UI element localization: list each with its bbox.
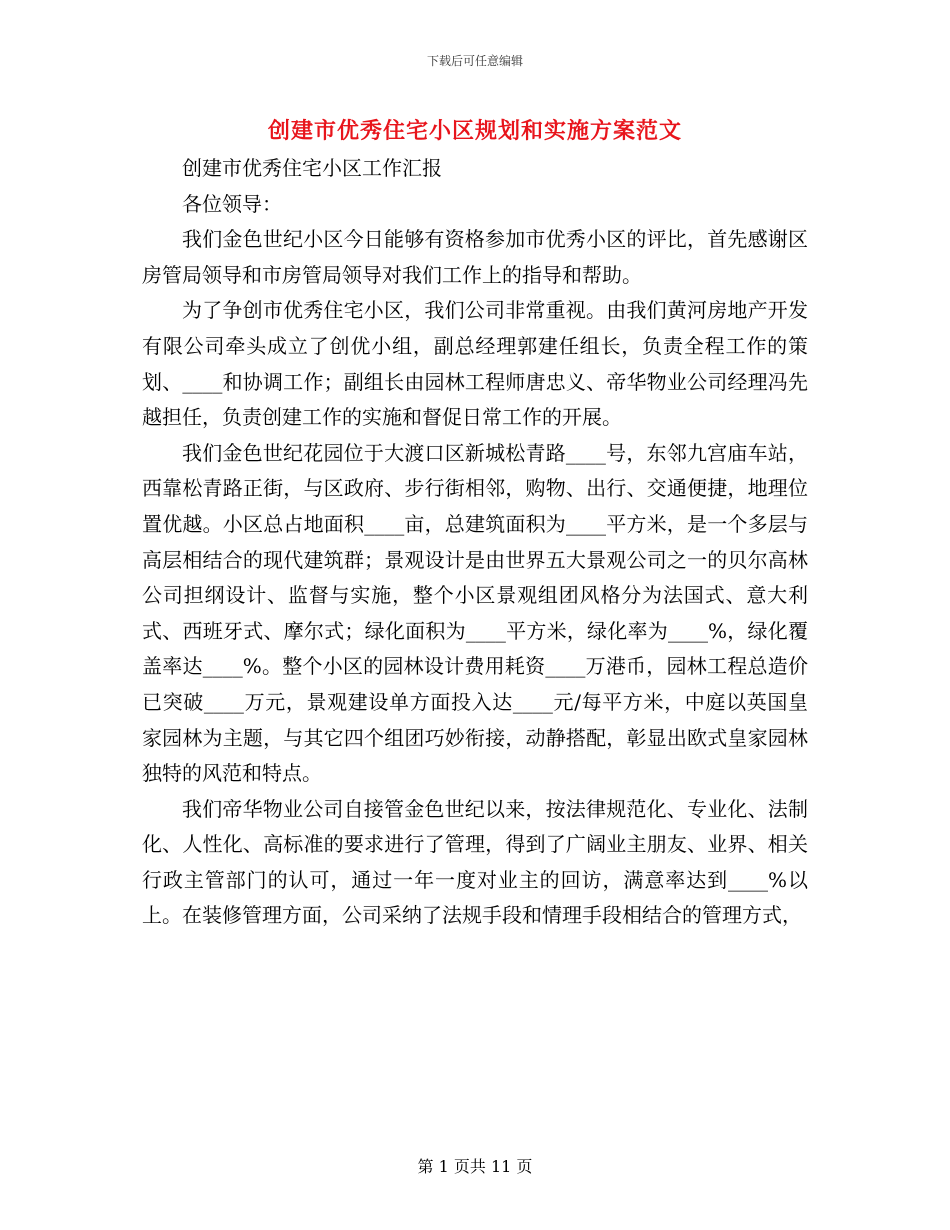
page-number: 第 1 页共 11 页 <box>417 1157 533 1176</box>
paragraph-salutation: 各位领导： <box>182 191 282 216</box>
page-header-note: 下载后可任意编辑 <box>426 54 523 68</box>
paragraph-property-management: 我们帝华物业公司自接管金色世纪以来，按法律规范化、专业化、法制化、人性化、高标准的要求进行了管理，得到了广阔业主朋友、业界、相关行政主管部门的认可，通过一年一度对业主的回访，满意率达到____%以上。在装修管理方面，公司采纳了法规手段和情理手段相结合的管理方式， <box>142 796 808 928</box>
paragraph-location-landscape: 我们金色世纪花园位于大渡口区新城松青路____号，东邻九宫庙车站，西靠松青路正街，与区政府、步行街相邻，购物、出行、交通便捷，地理位置优越。小区总占地面积____亩，总建筑面积为____平方米，是一个多层与高层相结合的现代建筑群；景观设计是由世界五大景观公司之一的贝尔高林公司担纲设计、监督与实施，整个小区景观组团风格分为法国式、意大利式、西班牙式、摩尔式；绿化面积为____平方米，绿化率为____%，绿化覆盖率达____%。整个小区的园林设计费用耗资____万港币，园林工程总造价已突破____万元，景观建设单方面投入达____元/每平方米，中庭以英国皇家园林为主题，与其它四个组团巧妙衔接，动静搭配，彰显出欧式皇家园林独特的风范和特点。 <box>142 440 808 786</box>
document-title: 创建市优秀住宅小区规划和实施方案范文 <box>267 118 682 144</box>
document-body <box>142 151 808 934</box>
paragraph-intro: 我们金色世纪小区今日能够有资格参加市优秀小区的评比，首先感谢区房管局领导和市房管局领导对我们工作上的指导和帮助。 <box>142 227 808 287</box>
paragraph-organization: 为了争创市优秀住宅小区，我们公司非常重视。由我们黄河房地产开发有限公司牵头成立了创优小组，副总经理郭建任组长，负责全程工作的策划、____和协调工作；副组长由园林工程师唐忠义、帝华物业公司经理冯先越担任，负责创建工作的实施和督促日常工作的开展。 <box>142 298 808 430</box>
paragraph-report-heading: 创建市优秀住宅小区工作汇报 <box>182 156 442 180</box>
